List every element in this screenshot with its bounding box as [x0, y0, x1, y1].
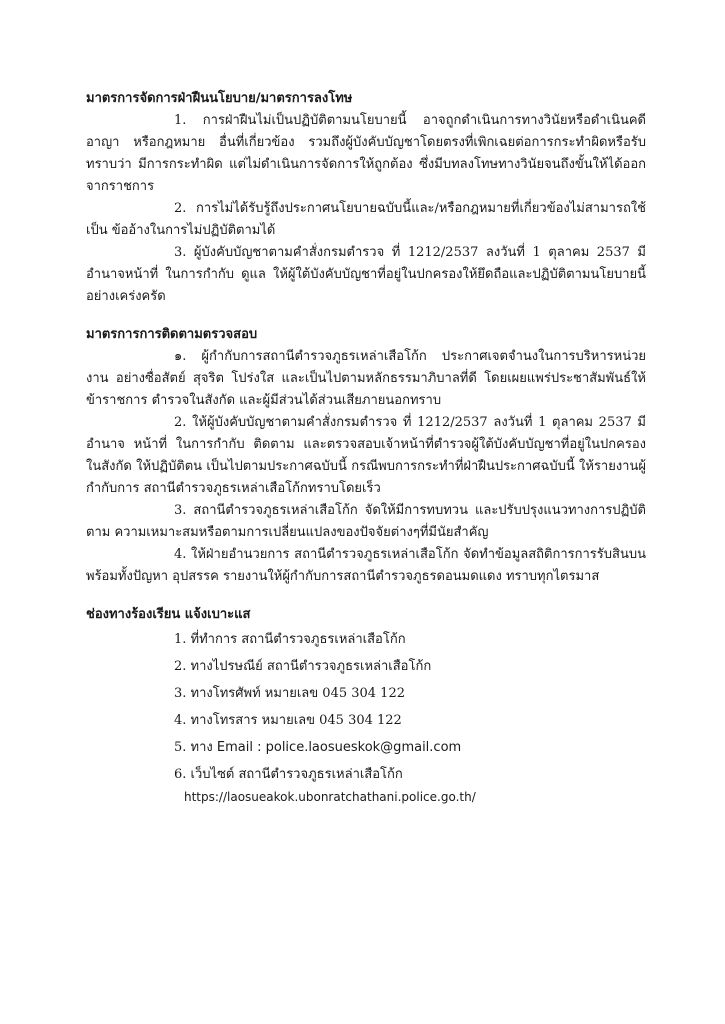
channel-item-post: 2. ทางไปรษณีย์ สถานีตำรวจภูธรเหล่าเสือโก้ก	[174, 659, 432, 674]
paragraph: 2. การไม่ได้รับรู้ถึงประกาศนโยบายฉบับนี้และ/หรือกฎหมายที่เกี่ยวข้องไม่สามารถใช้เป็น ข้ออ้างในการไม่ปฏิบัติตามได้	[86, 201, 646, 238]
channel-item-fax: 4. ทางโทรสาร หมายเลข 045 304 122	[174, 713, 402, 728]
channel-list	[86, 626, 646, 788]
paragraph: 3. ผู้บังคับบัญชาตามคำสั่งกรมตำรวจ ที่ 1212/2537 ลงวันที่ 1 ตุลาคม 2537 มีอำนาจหน้าที่ ในการกำกับ ดูแล ให้ผู้ใต้บังคับบัญชาที่อยู่ในปกครองให้ยึดถือและปฏิบัติตามนโยบายนี้อย่างเคร่งครัด	[86, 245, 646, 304]
channel-item-office: 1. ที่ทำการ สถานีตำรวจภูธรเหล่าเสือโก้ก	[174, 632, 406, 647]
paragraph: 1. การฝ่าฝืนไม่เป็นปฏิบัติตามนโยบายนี้ อาจถูกดำเนินการทางวินัยหรือดำเนินคดีอาญา หรือกฎหมาย อื่นที่เกี่ยวข้อง รวมถึงผู้บังคับบัญชาโดยตรงที่เพิกเฉยต่อการกระทำผิดหรือรับทราบว่า มีการกระทำผิด แต่ไม่ดำเนินการจัดการให้ถูกต้อง ซึ่งมีบทลงโทษทางวินัยจนถึงขั้นให้ได้ออกจากราชการ	[86, 113, 646, 194]
document-page	[86, 88, 646, 806]
email-prefix: 5. ทาง	[174, 740, 213, 755]
section-title-penalty: มาตรการจัดการฝ่าฝืนนโยบาย/มาตรการลงโทษ	[86, 91, 353, 106]
email-address: Email : police.laosueskok@gmail.com	[216, 740, 462, 755]
paragraph: ๑. ผู้กำกับการสถานีตำรวจภูธรเหล่าเสือโก้ก ประกาศเจตจำนงในการบริหารหน่วยงาน อย่างซื่อสัตย์ สุจริต โปร่งใส และเป็นไปตามหลักธรรมาภิบาลที่ดี โดยเผยแพร่ประชาสัมพันธ์ให้ข้าราชการ ตำรวจในสังกัด และผู้มีส่วนได้ส่วนเสียภายนอกทราบ	[86, 349, 646, 408]
channel-item-email	[86, 734, 646, 761]
paragraph: 3. สถานีตำรวจภูธรเหล่าเสือโก้ก จัดให้มีการทบทวน และปรับปรุงแนวทางการปฏิบัติตาม ความเหมาะสมหรือตามการเปลี่ยนแปลงของปัจจัยต่างๆที่มีนัยสำคัญ	[86, 503, 646, 540]
channel-item-website: 6. เว็บไซต์ สถานีตำรวจภูธรเหล่าเสือโก้ก	[174, 767, 403, 782]
section-title-monitoring: มาตรการการติดตามตรวจสอบ	[86, 327, 258, 342]
paragraph: 2. ให้ผู้บังคับบัญชาตามคำสั่งกรมตำรวจ ที่ 1212/2537 ลงวันที่ 1 ตุลาคม 2537 มีอำนาจ หน้าที่ ในการกำกับ ติดตาม และตรวจสอบเจ้าหน้าที่ตำรวจผู้ใต้บังคับบัญชาที่อยู่ในปกครอง ในสังกัด ให้ปฏิบัติตน เป็นไปตามประกาศฉบับนี้ กรณีพบการกระทำที่ฝ่าฝืนประกาศฉบับนี้ ให้รายงานผู้กำกับการ สถานีตำรวจภูธรเหล่าเสือโก้กทราบโดยเร็ว	[86, 415, 646, 496]
section-title-channels: ช่องทางร้องเรียน แจ้งเบาะแส	[86, 607, 251, 622]
website-url: https://laosueakok.ubonratchathani.police.go.th/	[184, 790, 476, 804]
paragraph: 4. ให้ฝ่ายอำนวยการ สถานีตำรวจภูธรเหล่าเสือโก้ก จัดทำข้อมูลสถิติการการรับสินบน พร้อมทั้งปัญหา อุปสรรค รายงานให้ผู้กำกับการสถานีตำรวจภูธรดอนมดแดง ทราบทุกไตรมาส	[86, 547, 646, 584]
channel-item-phone: 3. ทางโทรศัพท์ หมายเลข 045 304 122	[174, 686, 405, 701]
